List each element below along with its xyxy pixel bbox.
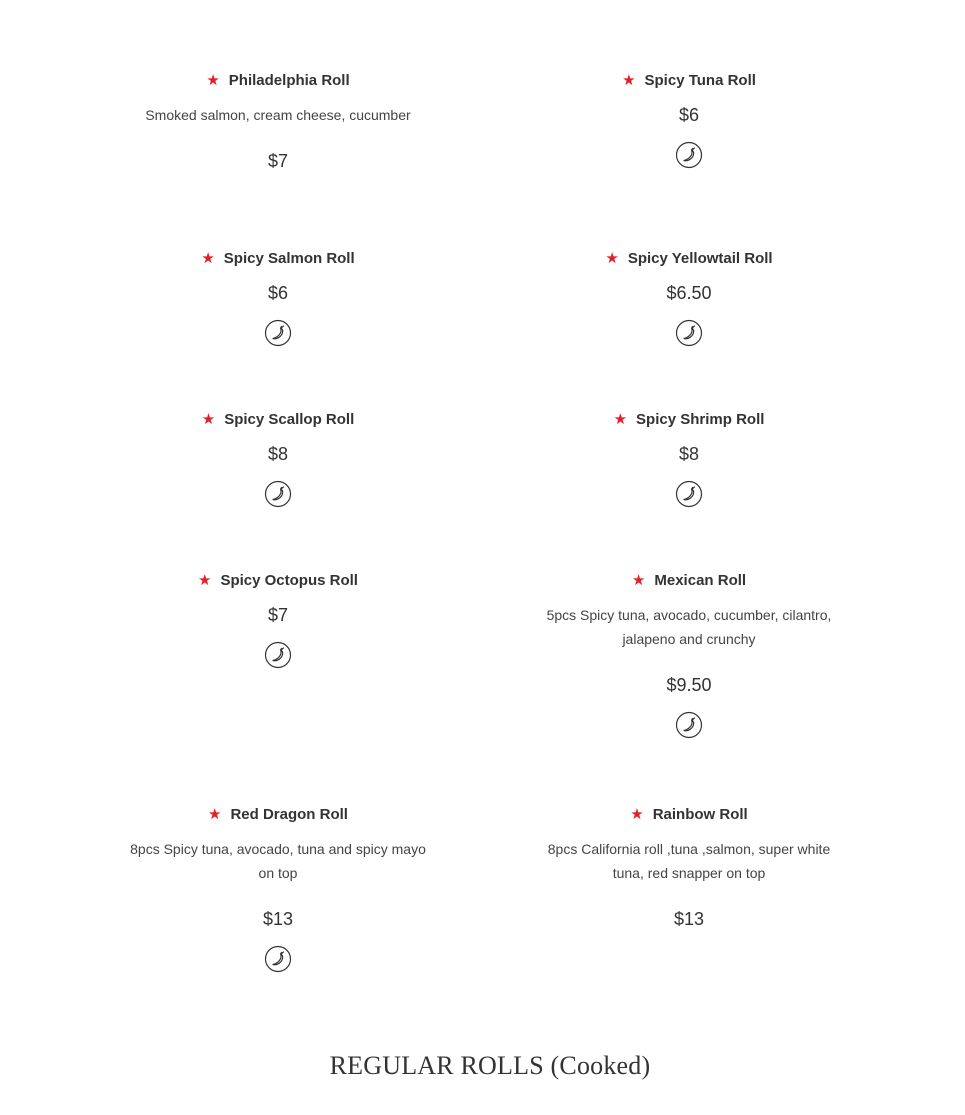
menu-item <box>524 803 854 930</box>
menu-item-name: Philadelphia Roll <box>228 71 350 89</box>
menu-item <box>113 408 443 508</box>
chili-pepper-icon <box>264 641 292 669</box>
menu-item-name: Spicy Shrimp Roll <box>636 410 765 428</box>
menu-item-price: $6 <box>267 283 289 303</box>
chili-pepper-icon <box>675 711 703 739</box>
menu-item <box>524 247 854 347</box>
star-icon: ★ <box>630 805 644 823</box>
star-icon: ★ <box>605 249 619 267</box>
menu-item-title <box>632 569 746 591</box>
star-icon: ★ <box>631 571 646 589</box>
star-icon: ★ <box>622 71 636 89</box>
star-icon: ★ <box>198 571 212 589</box>
menu-item-price: $7 <box>267 151 289 171</box>
menu-item-price: $7 <box>267 605 289 625</box>
menu-item <box>524 408 854 508</box>
menu-item-name: Red Dragon Roll <box>230 805 348 823</box>
menu-item <box>113 803 443 973</box>
menu-item <box>524 69 854 169</box>
chili-pepper-icon <box>264 945 292 973</box>
star-icon: ★ <box>201 249 215 267</box>
menu-item-name: Mexican Roll <box>654 571 747 589</box>
chili-pepper-icon <box>675 480 703 508</box>
star-icon: ★ <box>208 805 222 823</box>
menu-item-description: 8pcs Spicy tuna, avocado, tuna and spicy mayo on top <box>130 841 426 881</box>
menu-item-price: $8 <box>267 444 289 464</box>
menu-item-title <box>202 408 355 430</box>
chili-pepper-icon <box>675 141 703 169</box>
menu-item-price: $13 <box>673 909 705 929</box>
menu-item-title <box>208 803 348 825</box>
menu-item <box>113 569 443 669</box>
chili-pepper-icon <box>675 319 703 347</box>
menu-item-price: $8 <box>678 444 700 464</box>
menu-item <box>113 69 443 172</box>
chili-pepper-icon <box>264 480 292 508</box>
menu-item-description: 8pcs California roll ,tuna ,salmon, super white tuna, red snapper on top <box>547 841 831 881</box>
menu-item-price: $6.50 <box>666 283 712 303</box>
star-icon: ★ <box>201 410 216 428</box>
section-heading: REGULAR ROLLS (Cooked) <box>329 1051 651 1080</box>
menu-item-description: Smoked salmon, cream cheese, cucumber <box>145 107 411 123</box>
menu-item-description: 5pcs Spicy tuna, avocado, cucumber, cilantro, jalapeno and crunchy <box>546 607 832 647</box>
menu-item-name: Spicy Octopus Roll <box>220 571 358 589</box>
menu-item-price: $13 <box>262 909 294 929</box>
menu-item-name: Spicy Tuna Roll <box>644 71 756 89</box>
chili-pepper-icon <box>264 319 292 347</box>
menu-item-title <box>198 569 358 591</box>
menu-item-title <box>201 247 354 269</box>
menu-item-title <box>630 803 747 825</box>
menu-item-title <box>206 69 349 91</box>
menu-item-name: Rainbow Roll <box>652 805 748 823</box>
menu-item-title <box>622 69 756 91</box>
star-icon: ★ <box>613 410 628 428</box>
menu-item <box>524 569 854 739</box>
menu-item-title <box>614 408 765 430</box>
menu-item-title <box>605 247 772 269</box>
menu-item-name: Spicy Salmon Roll <box>223 249 355 267</box>
menu-item-price: $6 <box>678 105 700 125</box>
menu-item-name: Spicy Yellowtail Roll <box>627 249 773 267</box>
menu-item-price: $9.50 <box>666 675 712 695</box>
menu-item-name: Spicy Scallop Roll <box>224 410 355 428</box>
star-icon: ★ <box>206 71 220 89</box>
menu-item <box>113 247 443 347</box>
